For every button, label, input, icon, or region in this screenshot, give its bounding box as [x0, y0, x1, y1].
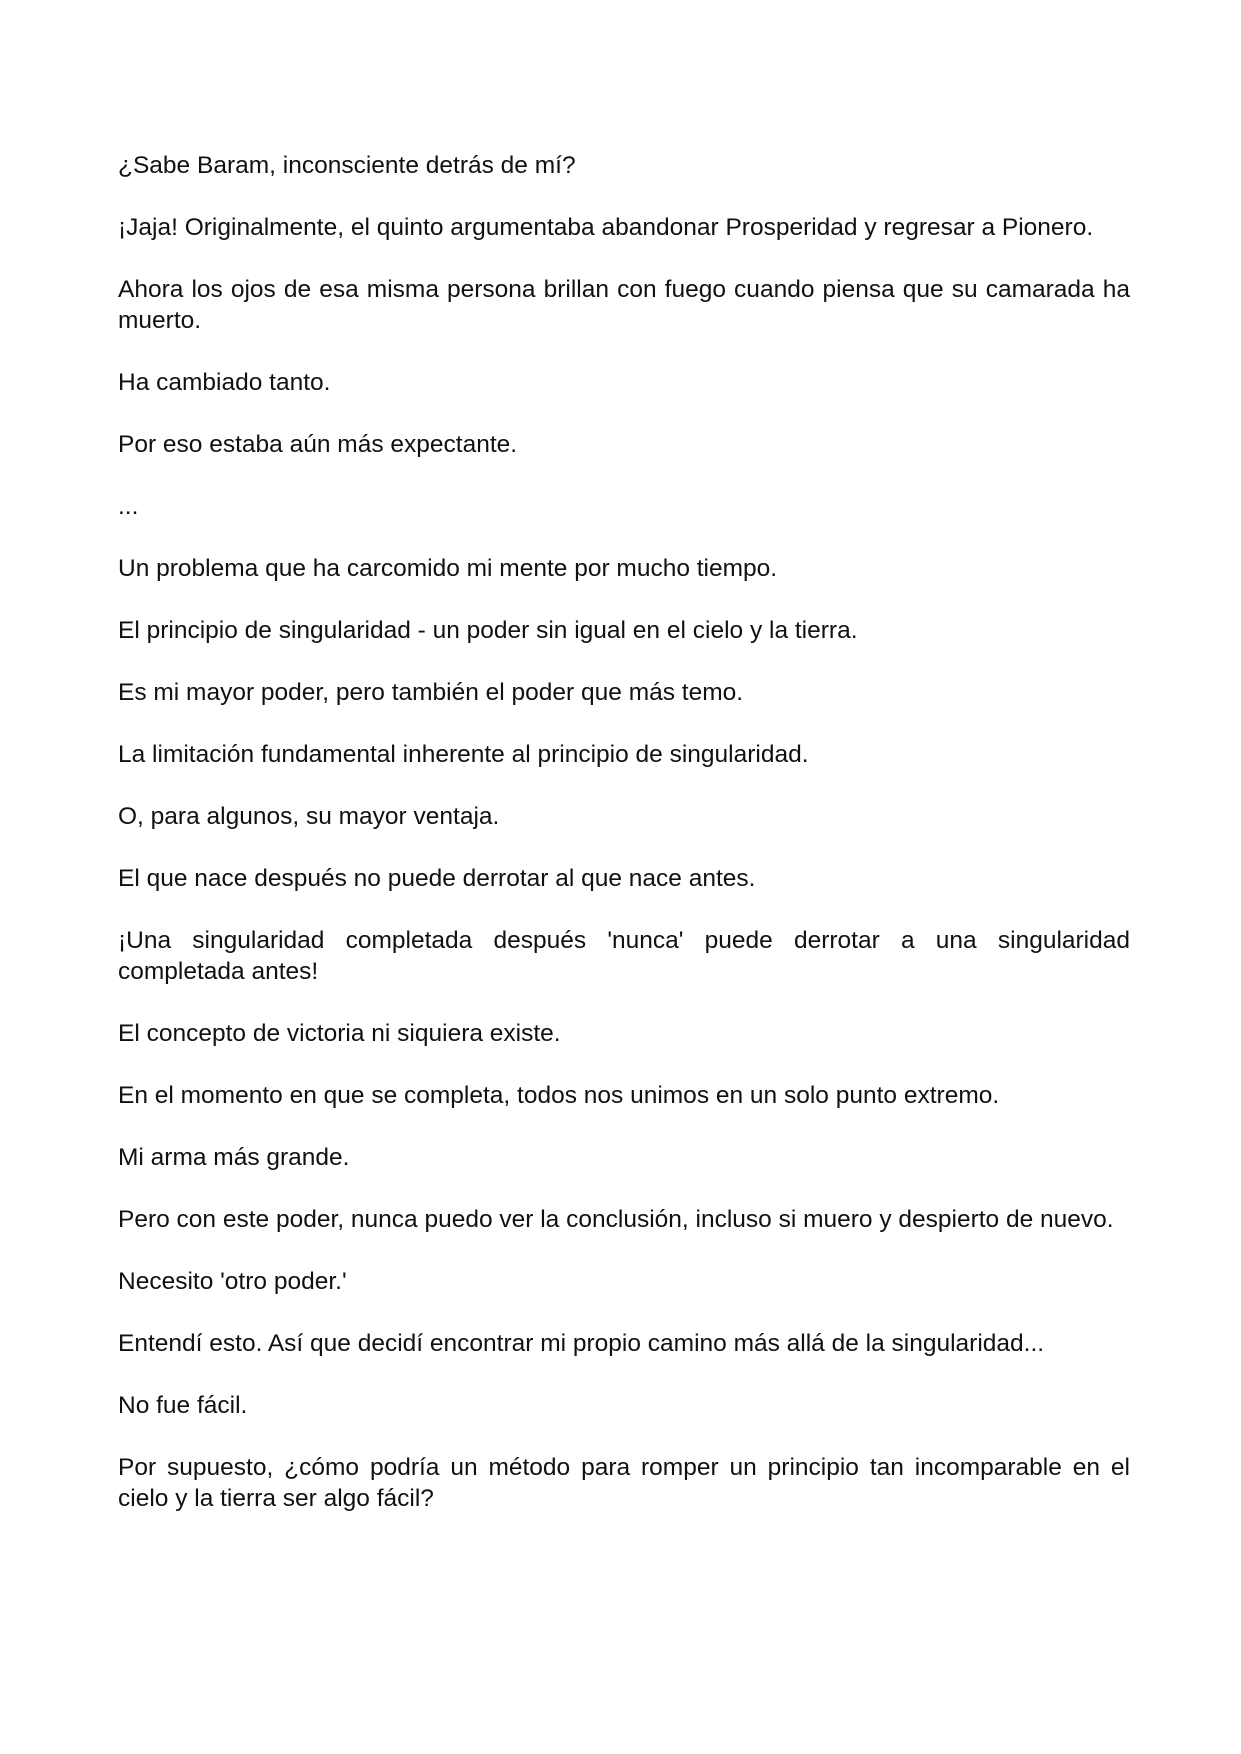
paragraph: En el momento en que se completa, todos nos unimos en un solo punto extremo.: [118, 1082, 1000, 1109]
paragraph: Es mi mayor poder, pero también el poder que más temo.: [118, 679, 744, 706]
paragraph: Mi arma más grande.: [118, 1144, 350, 1171]
paragraph: Entendí esto. Así que decidí encontrar mi propio camino más allá de la singularidad...: [118, 1330, 1045, 1357]
paragraph: ¡Una singularidad completada después 'nunca' puede derrotar a una singularidad completada antes!: [118, 927, 1130, 985]
paragraph: Pero con este poder, nunca puedo ver la conclusión, incluso si muero y despierto de nuevo.: [118, 1206, 1114, 1233]
paragraph: Ha cambiado tanto.: [118, 369, 331, 396]
paragraph: ¡Jaja! Originalmente, el quinto argumentaba abandonar Prosperidad y regresar a Pionero.: [118, 214, 1094, 241]
paragraph: Por eso estaba aún más expectante.: [118, 431, 518, 458]
paragraph: ¿Sabe Baram, inconsciente detrás de mí?: [118, 152, 576, 179]
paragraph: El principio de singularidad - un poder sin igual en el cielo y la tierra.: [118, 617, 858, 644]
paragraph: Un problema que ha carcomido mi mente por mucho tiempo.: [118, 555, 778, 582]
paragraph: O, para algunos, su mayor ventaja.: [118, 803, 500, 830]
scene-break: ...: [118, 493, 139, 520]
paragraph: Ahora los ojos de esa misma persona brillan con fuego cuando piensa que su camarada ha muerto.: [118, 276, 1130, 334]
paragraph: La limitación fundamental inherente al principio de singularidad.: [118, 741, 809, 768]
paragraph: No fue fácil.: [118, 1392, 248, 1419]
paragraph: Por supuesto, ¿cómo podría un método para romper un principio tan incomparable en el cielo y la tierra ser algo fácil?: [118, 1454, 1130, 1512]
document-body: [118, 150, 1130, 1545]
paragraph: Necesito 'otro poder.': [118, 1268, 347, 1295]
paragraph: El que nace después no puede derrotar al que nace antes.: [118, 865, 756, 892]
paragraph: El concepto de victoria ni siquiera existe.: [118, 1020, 561, 1047]
